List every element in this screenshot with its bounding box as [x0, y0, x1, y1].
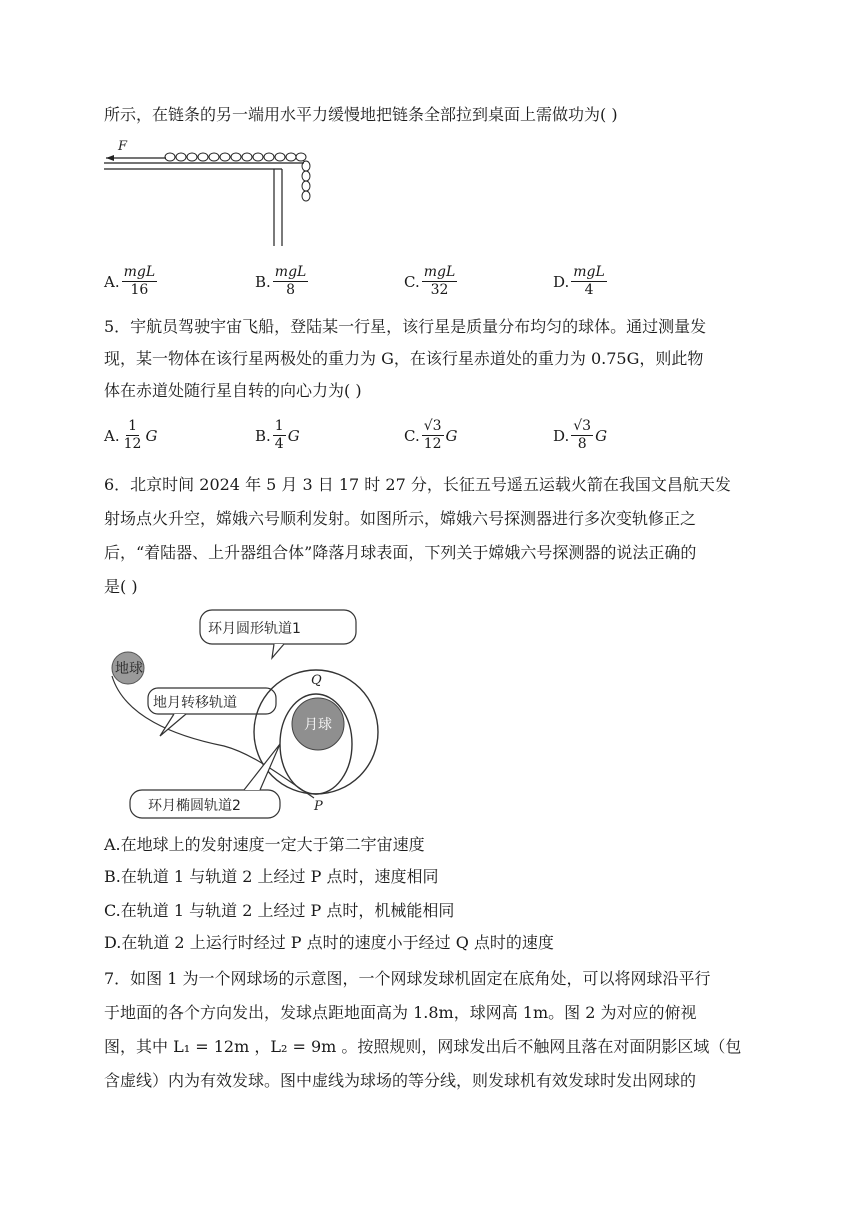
- q4-option-b[interactable]: B. $\frac{\text{mgL}}{8}$: [255, 264, 307, 298]
- q5-option-b[interactable]: B. $\frac{1}{4}$ G: [255, 418, 300, 452]
- fraction: $\frac{\text{mgL}}{32}$: [423, 264, 456, 298]
- orbit-figure: [104, 606, 384, 826]
- q5-line-3: 体在赤道处随行星自转的向心力为( ): [104, 381, 362, 400]
- q4-option-a[interactable]: A. $\frac{\text{mgL}}{16}$: [104, 264, 156, 298]
- q6-line-2: 射场点火升空，嫦娥六号顺利发射。如图所示，嫦娥六号探测器进行多次变轨修正之: [104, 509, 697, 528]
- point-p-label: P: [314, 799, 323, 814]
- fraction: $\frac{1}{4}$: [274, 418, 284, 452]
- fraction: $\frac{√3}{8}$: [573, 418, 592, 452]
- fraction: $\frac{\text{mgL}}{16}$: [123, 264, 156, 298]
- q5-line-1: 5．宇航员驾驶宇宙飞船，登陆某一行星，该行星是质量分布均匀的球体。通过测量发: [104, 317, 707, 336]
- fraction: $\frac{1}{12}$: [123, 418, 142, 452]
- moon-label: 月球: [304, 717, 332, 733]
- transfer-orbit-label: 地月转移轨道: [153, 695, 237, 711]
- q6-option-a[interactable]: A.在地球上的发射速度一定大于第二宇宙速度: [104, 835, 425, 854]
- fraction: $\frac{\text{mgL}}{4}$: [573, 264, 605, 298]
- q6-option-c[interactable]: C.在轨道 1 与轨道 2 上经过 P 点时，机械能相同: [104, 901, 455, 920]
- q6-line-1: 6．北京时间 2024 年 5 月 3 日 17 时 27 分，长征五号遥五运载火箭在我国文昌航天发: [104, 475, 731, 494]
- fraction: $\frac{\text{mgL}}{8}$: [274, 264, 307, 298]
- q6-option-b[interactable]: B.在轨道 1 与轨道 2 上经过 P 点时，速度相同: [104, 867, 439, 886]
- q4-stem-tail: 所示，在链条的另一端用水平力缓慢地把链条全部拉到桌面上需做功为( ): [104, 105, 618, 124]
- q5-option-a[interactable]: A. $\frac{1}{12}$ G: [104, 418, 158, 452]
- q7-line-2: 于地面的各个方向发出，发球点距地面高为 1.8m，球网高 1m。图 2 为对应的俯视: [104, 1003, 697, 1022]
- earth-label: 地球: [115, 661, 143, 677]
- force-label: F: [118, 139, 128, 154]
- elliptical-orbit-label: 环月椭圆轨道2: [148, 798, 241, 814]
- q5-option-d[interactable]: D. $\frac{√3}{8}$ G: [553, 418, 608, 452]
- q4-option-d[interactable]: D. $\frac{\text{mgL}}{4}$: [553, 264, 605, 298]
- q6-line-4: 是( ): [104, 577, 138, 596]
- q7-line-4: 含虚线）内为有效发球。图中虚线为球场的等分线，则发球机有效发球时发出网球的: [104, 1071, 697, 1090]
- point-q-label: Q: [311, 673, 322, 688]
- q5-option-c[interactable]: C. $\frac{√3}{12}$ G: [404, 418, 458, 452]
- q7-line-1: 7．如图 1 为一个网球场的示意图，一个网球发球机固定在底角处，可以将网球沿平行: [104, 969, 711, 988]
- fraction: $\frac{√3}{12}$: [423, 418, 442, 452]
- chain-figure: [104, 138, 324, 248]
- q4-option-c[interactable]: C. $\frac{\text{mgL}}{32}$: [404, 264, 456, 298]
- circular-orbit-label: 环月圆形轨道1: [208, 621, 301, 637]
- q5-line-2: 现，某一物体在该行星两极处的重力为 G，在该行星赤道处的重力为 0.75G，则此物: [104, 349, 704, 368]
- q6-line-3: 后，“着陆器、上升器组合体”降落月球表面，下列关于嫦娥六号探测器的说法正确的: [104, 543, 697, 562]
- q6-option-d[interactable]: D.在轨道 2 上运行时经过 P 点时的速度小于经过 Q 点时的速度: [104, 933, 554, 952]
- q7-line-3: 图，其中 L₁ = 12m ，L₂ = 9m 。按照规则，网球发出后不触网且落在对面阴影区域（包: [104, 1037, 742, 1056]
